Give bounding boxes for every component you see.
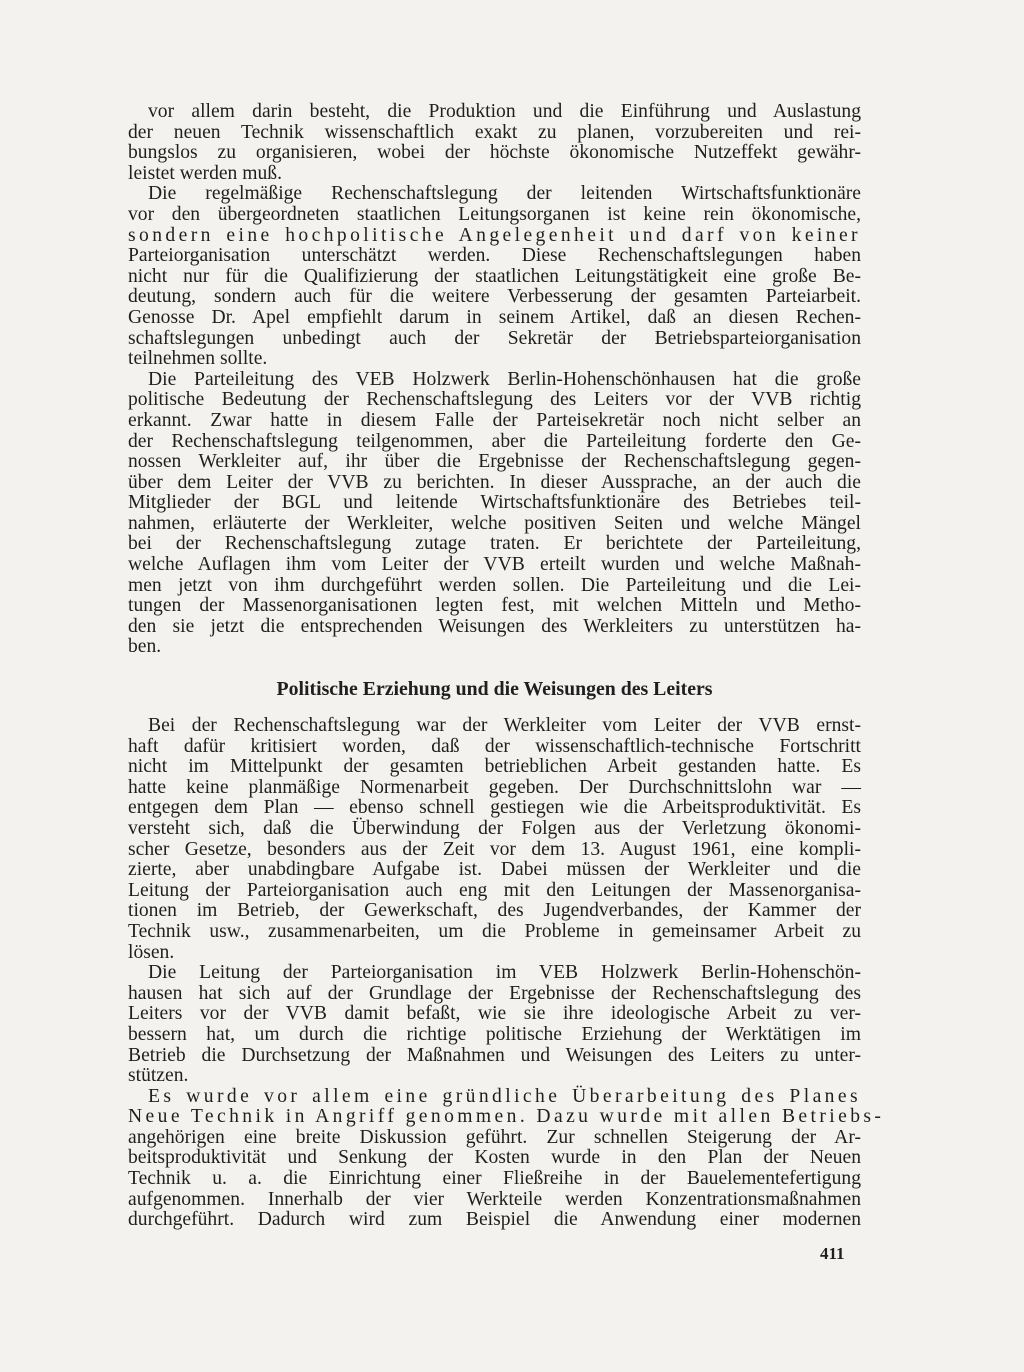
text-line: durchgeführt. Dadurch wird zum Beispiel die Anwendung einer modernen (128, 1209, 861, 1231)
text-line: Bei der Rechenschaftslegung war der Werkleiter vom Leiter der VVB ernst- (148, 715, 861, 736)
text-line: Die Parteileitung des VEB Holzwerk Berlin-Hohenschönhausen hat die große (148, 368, 861, 390)
text-line: hausen hat sich auf der Grundlage der Ergebnisse der Rechenschaftslegung des (128, 982, 861, 1004)
text-line: sondern eine hochpolitische Angelegenheit und darf von keiner (128, 224, 861, 246)
text-line: politische Bedeutung der Rechenschaftslegung des Leiters vor der VVB richtig (128, 389, 861, 411)
text-line: angehörigen eine breite Diskussion geführt. Zur schnellen Steigerung der Ar- (128, 1126, 861, 1148)
text-line: beitsproduktivität und Senkung der Kosten wurde in den Plan der Neuen (128, 1147, 861, 1169)
text-line: aufgenommen. Innerhalb der vier Werkteile werden Konzentrationsmaßnahmen (128, 1188, 861, 1210)
text-block-top (128, 102, 861, 658)
text-line: Neue Technik in Angriff genommen. Dazu wurde mit allen Betriebs- (128, 1106, 885, 1128)
text-line: schaftslegungen unbedingt auch der Sekretär der Betriebsparteiorganisation (128, 327, 861, 349)
text-line: ben. (128, 636, 162, 658)
text-line: tionen im Betrieb, der Gewerkschaft, des Jugendverbandes, der Kammer der (128, 900, 861, 922)
text-line: welche Auflagen ihm vom Leiter der VVB erteilt wurden und welche Maßnah- (128, 554, 861, 576)
text-line: nossen Werkleiter auf, ihr über die Ergebnisse der Rechenschaftslegung gegen- (128, 451, 861, 473)
text-line: Technik u. a. die Einrichtung einer Fließreihe in der Bauelementefertigung (128, 1168, 861, 1190)
text-line: Leiters vor der VVB damit befaßt, wie sie ihre ideologische Arbeit zu ver- (128, 1003, 861, 1025)
text-line: der neuen Technik wissenschaftlich exakt zu planen, vorzubereiten und rei- (128, 121, 861, 143)
text-line: bessern hat, um durch die richtige politische Erziehung der Werktätigen im (128, 1023, 861, 1045)
text-line: hatte keine planmäßige Normenarbeit gegeben. Der Durchschnittslohn war — (128, 776, 861, 798)
text-line: teilnehmen sollte. (128, 348, 268, 370)
text-line: zierte, aber unabdingbare Aufgabe ist. Dabei müssen der Werkleiter und die (128, 859, 861, 881)
text-line: tungen der Massenorganisationen legten fest, mit welchen Mitteln und Metho- (128, 595, 861, 617)
text-line: scher Gesetze, besonders aus der Zeit vor dem 13. August 1961, eine kompli- (128, 838, 861, 860)
section-heading: Politische Erziehung und die Weisungen des Leiters (276, 678, 713, 700)
text-line: Die Leitung der Parteiorganisation im VEB Holzwerk Berlin-Hohenschön- (148, 962, 861, 984)
text-block-bottom (128, 715, 885, 1231)
text-line: vor allem darin besteht, die Produktion und die Einführung und Auslastung (148, 101, 861, 122)
text-line: Es wurde vor allem eine gründliche Überarbeitung des Planes (148, 1085, 861, 1107)
text-line: den sie jetzt die entsprechenden Weisungen des Werkleiters zu unterstützen ha- (128, 615, 861, 637)
text-line: nahmen, erläuterte der Werkleiter, welche positiven Seiten und welche Mängel (128, 512, 861, 534)
text-line: bei der Rechenschaftslegung zutage traten. Er berichtete der Parteileitung, (128, 533, 861, 555)
text-line: haft dafür kritisiert worden, daß der wissenschaftlich-technische Fortschritt (128, 735, 861, 757)
text-line: Die regelmäßige Rechenschaftslegung der leitenden Wirtschaftsfunktionäre (148, 183, 861, 205)
text-line: Betrieb die Durchsetzung der Maßnahmen und Weisungen des Leiters zu unter- (128, 1044, 861, 1066)
text-line: über dem Leiter der VVB zu berichten. In dieser Aussprache, an der auch die (128, 471, 861, 493)
text-line: bungslos zu organisieren, wobei der höchste ökonomische Nutzeffekt gewähr- (128, 142, 861, 164)
text-line: versteht sich, daß die Überwindung der Folgen aus der Verletzung ökonomi- (128, 817, 861, 839)
text-line: Leitung der Parteiorganisation auch eng mit den Leitungen der Massenorganisa- (128, 879, 861, 901)
text-line: nicht im Mittelpunkt der gesamten betrieblichen Arbeit gestanden hatte. Es (128, 756, 861, 778)
text-line: leistet werden muß. (128, 162, 282, 184)
text-line: entgegen dem Plan — ebenso schnell gestiegen wie die Arbeitsproduktivität. Es (128, 797, 861, 819)
text-line: Parteiorganisation unterschätzt werden. Diese Rechenschaftslegungen haben (128, 245, 861, 267)
text-line: men jetzt von ihm durchgeführt werden sollen. Die Parteileitung und die Lei- (128, 574, 861, 596)
page-number: 411 (820, 1244, 845, 1263)
text-line: erkannt. Zwar hatte in diesem Falle der Parteisekretär noch nicht selber an (128, 409, 861, 431)
text-line: Genosse Dr. Apel empfiehlt darum in seinem Artikel, daß an diesen Rechen- (128, 306, 861, 328)
text-line: vor den übergeordneten staatlichen Leitungsorganen ist keine rein ökonomische, (128, 203, 861, 225)
text-line: stützen. (128, 1065, 189, 1087)
text-line: deutung, sondern auch für die weitere Verbesserung der gesamten Parteiarbeit. (128, 286, 861, 308)
text-line: Technik usw., zusammenarbeiten, um die Probleme in gemeinsamer Arbeit zu (128, 920, 861, 942)
text-line: nicht nur für die Qualifizierung der staatlichen Leitungstätigkeit eine große Be- (128, 265, 861, 287)
text-line: der Rechenschaftslegung teilgenommen, aber die Parteileitung forderte den Ge- (128, 430, 861, 452)
text-line: lösen. (128, 941, 175, 963)
text-line: Mitglieder der BGL und leitende Wirtschaftsfunktionäre des Betriebes teil- (128, 492, 861, 514)
